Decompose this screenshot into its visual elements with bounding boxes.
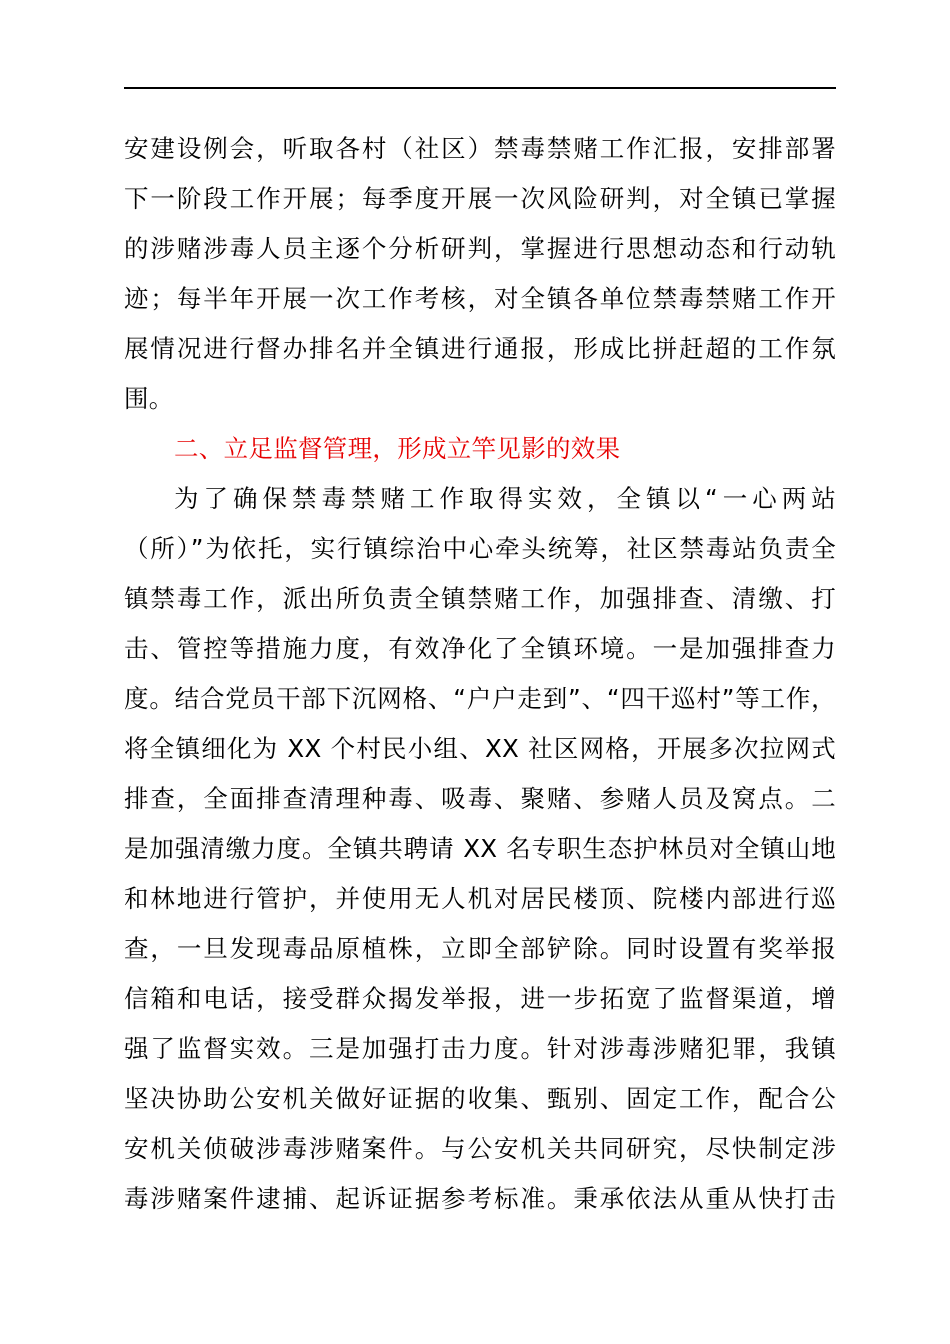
paragraph-line: 为了确保禁毒禁赌工作取得实效，全镇以“一心两站 (174, 484, 836, 513)
paragraph-line: 信箱和电话，接受群众揭发举报，进一步拓宽了监督渠道，增 (124, 984, 836, 1013)
paragraph-line: 安机关侦破涉毒涉赌案件。与公安机关共同研究，尽快制定涉 (124, 1134, 836, 1163)
paragraph-line: 镇禁毒工作，派出所负责全镇禁赌工作，加强排查、清缴、打 (124, 584, 836, 613)
paragraph-line: 和林地进行管护，并使用无人机对居民楼顶、院楼内部进行巡 (124, 884, 836, 913)
paragraph-line: 将全镇细化为 XX 个村民小组、XX 社区网格，开展多次拉网式 (124, 734, 836, 763)
paragraph-line: 坚决协助公安机关做好证据的收集、甄别、固定工作，配合公 (124, 1084, 836, 1113)
paragraph-line: 强了监督实效。三是加强打击力度。针对涉毒涉赌犯罪，我镇 (124, 1034, 836, 1063)
paragraph-line: 围。 (124, 384, 174, 413)
paragraph-line: 排查，全面排查清理种毒、吸毒、聚赌、参赌人员及窝点。二 (124, 784, 836, 813)
paragraph-line: 度。结合党员干部下沉网格、“户户走到”、“四干巡村”等工作， (124, 684, 836, 713)
document-body (124, 124, 836, 1224)
paragraph-line: 迹；每半年开展一次工作考核，对全镇各单位禁毒禁赌工作开 (124, 284, 836, 313)
paragraph-line: 展情况进行督办排名并全镇进行通报，形成比拼赶超的工作氛 (124, 334, 836, 363)
paragraph-line: 下一阶段工作开展；每季度开展一次风险研判，对全镇已掌握 (124, 184, 836, 213)
paragraph-line: 击、管控等措施力度，有效净化了全镇环境。一是加强排查力 (124, 634, 836, 663)
header-rule (124, 87, 836, 89)
paragraph-line: 毒涉赌案件逮捕、起诉证据参考标准。秉承依法从重从快打击 (124, 1184, 836, 1213)
section-heading: 二、立足监督管理，形成立竿见影的效果 (174, 434, 621, 463)
paragraph-line: 的涉赌涉毒人员主逐个分析研判，掌握进行思想动态和行动轨 (124, 234, 836, 263)
paragraph-line: 是加强清缴力度。全镇共聘请 XX 名专职生态护林员对全镇山地 (124, 834, 836, 863)
paragraph-line: 查，一旦发现毒品原植株，立即全部铲除。同时设置有奖举报 (124, 934, 836, 963)
paragraph-line: （所）”为依托，实行镇综治中心牵头统筹，社区禁毒站负责全 (124, 534, 836, 563)
paragraph-line: 安建设例会，听取各村（社区）禁毒禁赌工作汇报，安排部署 (124, 134, 836, 163)
